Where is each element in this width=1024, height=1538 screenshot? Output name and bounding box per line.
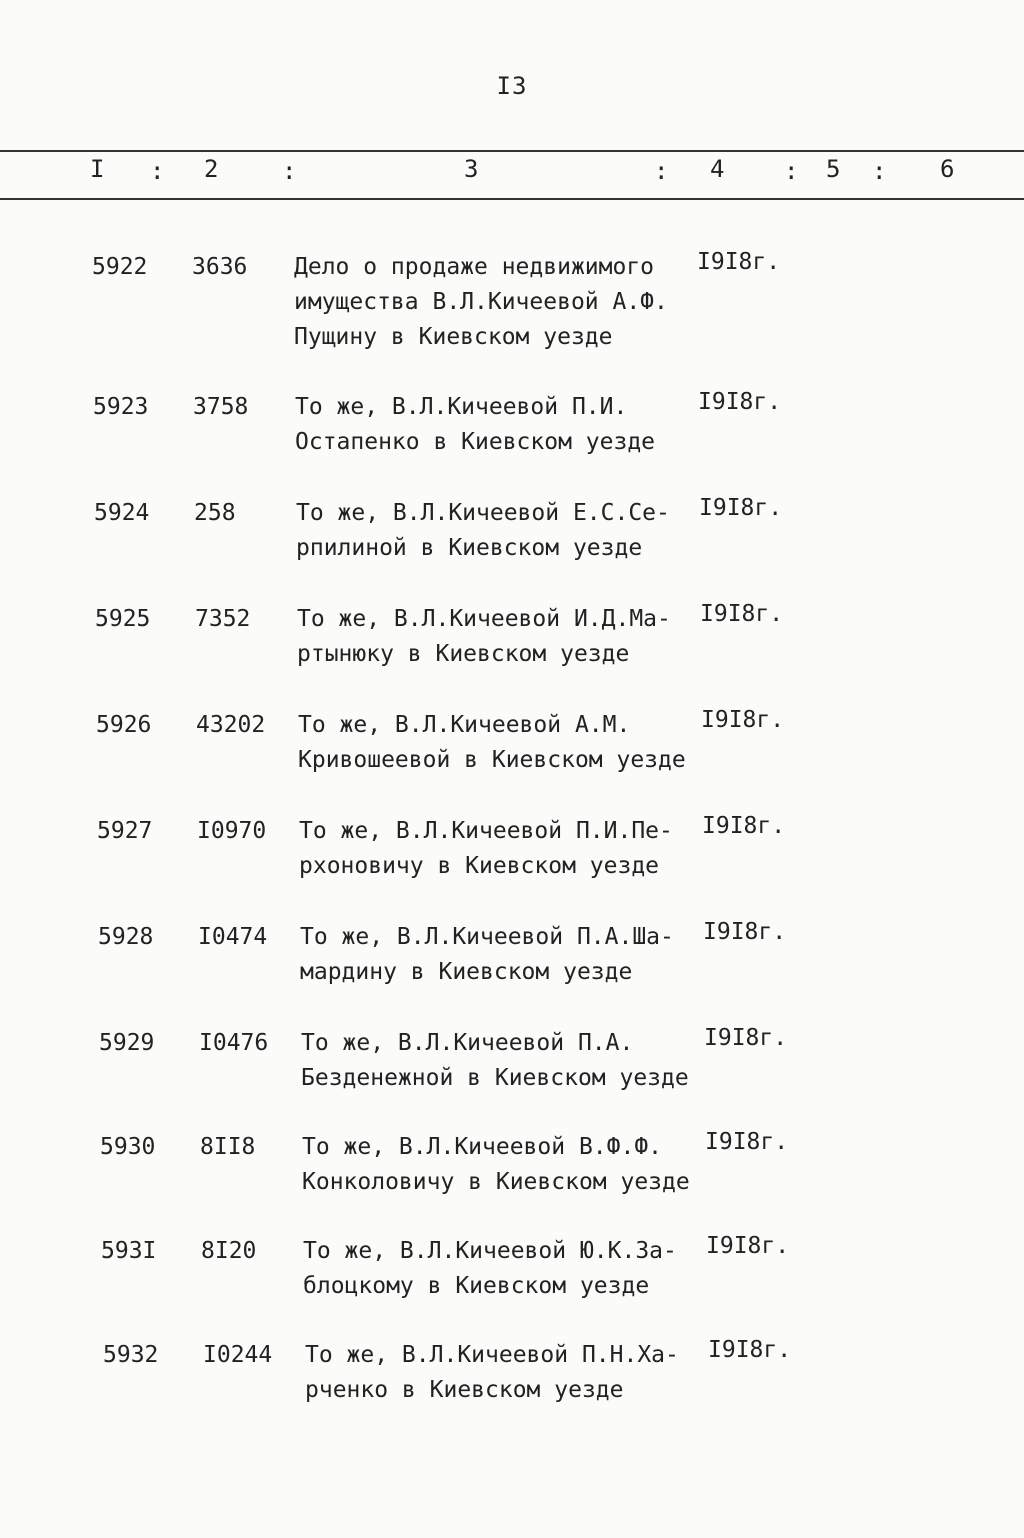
entry-number: 5925 [95, 606, 151, 632]
description-line: Дело о продаже недвижимого [294, 254, 655, 280]
page-number: I3 [496, 72, 528, 100]
entry-old-number: 43202 [196, 712, 266, 738]
entry-year: I9I8г. [704, 1025, 788, 1051]
entry-old-number: 7352 [195, 606, 251, 632]
entry-description [300, 920, 700, 990]
column-header-6: 6 [940, 155, 955, 183]
entry-number: 5932 [103, 1342, 159, 1368]
description-line: То же, В.Л.Кичеевой П.Н.Ха- [305, 1342, 679, 1368]
description-line: имущества В.Л.Кичеевой А.Ф. [294, 289, 668, 315]
description-line: Безденежной в Киевском уезде [301, 1065, 689, 1091]
description-line: мардину в Киевском уезде [300, 959, 633, 985]
description-line: Кривошеевой в Киевском уезде [298, 747, 686, 773]
description-line: То же, В.Л.Кичеевой Ю.К.За- [303, 1238, 677, 1264]
entry-number: 5922 [92, 254, 148, 280]
entry-description [303, 1234, 703, 1304]
column-header-4: 4 [710, 155, 725, 183]
description-line: То же, В.Л.Кичеевой А.М. [298, 712, 631, 738]
description-line: То же, В.Л.Кичеевой Е.С.Се- [296, 500, 670, 526]
description-line: Конколовичу в Киевском уезде [302, 1169, 690, 1195]
header-top-rule [0, 150, 1024, 152]
entry-old-number: I0474 [198, 924, 268, 950]
description-line: Остапенко в Киевском уезде [295, 429, 656, 455]
entry-old-number: 8II8 [200, 1134, 256, 1160]
column-header-2: 2 [204, 155, 219, 183]
entry-year: I9I8г. [705, 1129, 789, 1155]
description-line: То же, В.Л.Кичеевой П.А. [301, 1030, 634, 1056]
entry-old-number: 3758 [193, 394, 249, 420]
description-line: То же, В.Л.Кичеевой П.И.Пе- [299, 818, 673, 844]
entry-description [297, 602, 697, 672]
entry-description [301, 1026, 701, 1096]
description-line: рхоновичу в Киевском уезде [299, 853, 660, 879]
entry-description [305, 1338, 705, 1408]
header-bottom-rule [0, 198, 1024, 200]
entry-old-number: I0970 [197, 818, 267, 844]
entry-year: I9I8г. [703, 919, 787, 945]
entry-old-number: 3636 [192, 254, 248, 280]
entry-year: I9I8г. [708, 1337, 792, 1363]
entry-year: I9I8г. [700, 601, 784, 627]
entry-year: I9I8г. [706, 1233, 790, 1259]
entry-year: I9I8г. [698, 389, 782, 415]
description-line: рченко в Киевском уезде [305, 1377, 624, 1403]
entry-number: 593I [101, 1238, 157, 1264]
entry-old-number: I0244 [203, 1342, 273, 1368]
column-separator: : [282, 157, 297, 185]
entry-description [302, 1130, 702, 1200]
description-line: блоцкому в Киевском уезде [303, 1273, 650, 1299]
description-line: То же, В.Л.Кичеевой В.Ф.Ф. [302, 1134, 663, 1160]
entry-year: I9I8г. [697, 249, 781, 275]
entry-number: 5926 [96, 712, 152, 738]
entry-description [298, 708, 698, 778]
column-separator: : [784, 157, 799, 185]
column-header-3: 3 [464, 155, 479, 183]
entry-year: I9I8г. [702, 813, 786, 839]
description-line: То же, В.Л.Кичеевой П.И. [295, 394, 628, 420]
description-line: То же, В.Л.Кичеевой П.А.Ша- [300, 924, 674, 950]
entry-description [295, 390, 695, 460]
description-line: То же, В.Л.Кичеевой И.Д.Ма- [297, 606, 671, 632]
description-line: Пущину в Киевском уезде [294, 324, 613, 350]
entry-number: 5924 [94, 500, 150, 526]
description-line: ртынюку в Киевском уезде [297, 641, 630, 667]
description-line: рпилиной в Киевском уезде [296, 535, 643, 561]
entry-old-number: 258 [194, 500, 236, 526]
column-separator: : [872, 157, 887, 185]
column-separator: : [150, 157, 165, 185]
entry-year: I9I8г. [701, 707, 785, 733]
entry-old-number: I0476 [199, 1030, 269, 1056]
column-header-5: 5 [826, 155, 841, 183]
entry-number: 5923 [93, 394, 149, 420]
column-header-1: I [90, 155, 105, 183]
entry-year: I9I8г. [699, 495, 783, 521]
entry-description [299, 814, 699, 884]
entry-description [294, 250, 694, 355]
entry-description [296, 496, 696, 566]
entry-number: 5928 [98, 924, 154, 950]
entry-old-number: 8I20 [201, 1238, 257, 1264]
entry-number: 5927 [97, 818, 153, 844]
entry-number: 5930 [100, 1134, 156, 1160]
entry-number: 5929 [99, 1030, 155, 1056]
column-separator: : [654, 157, 669, 185]
